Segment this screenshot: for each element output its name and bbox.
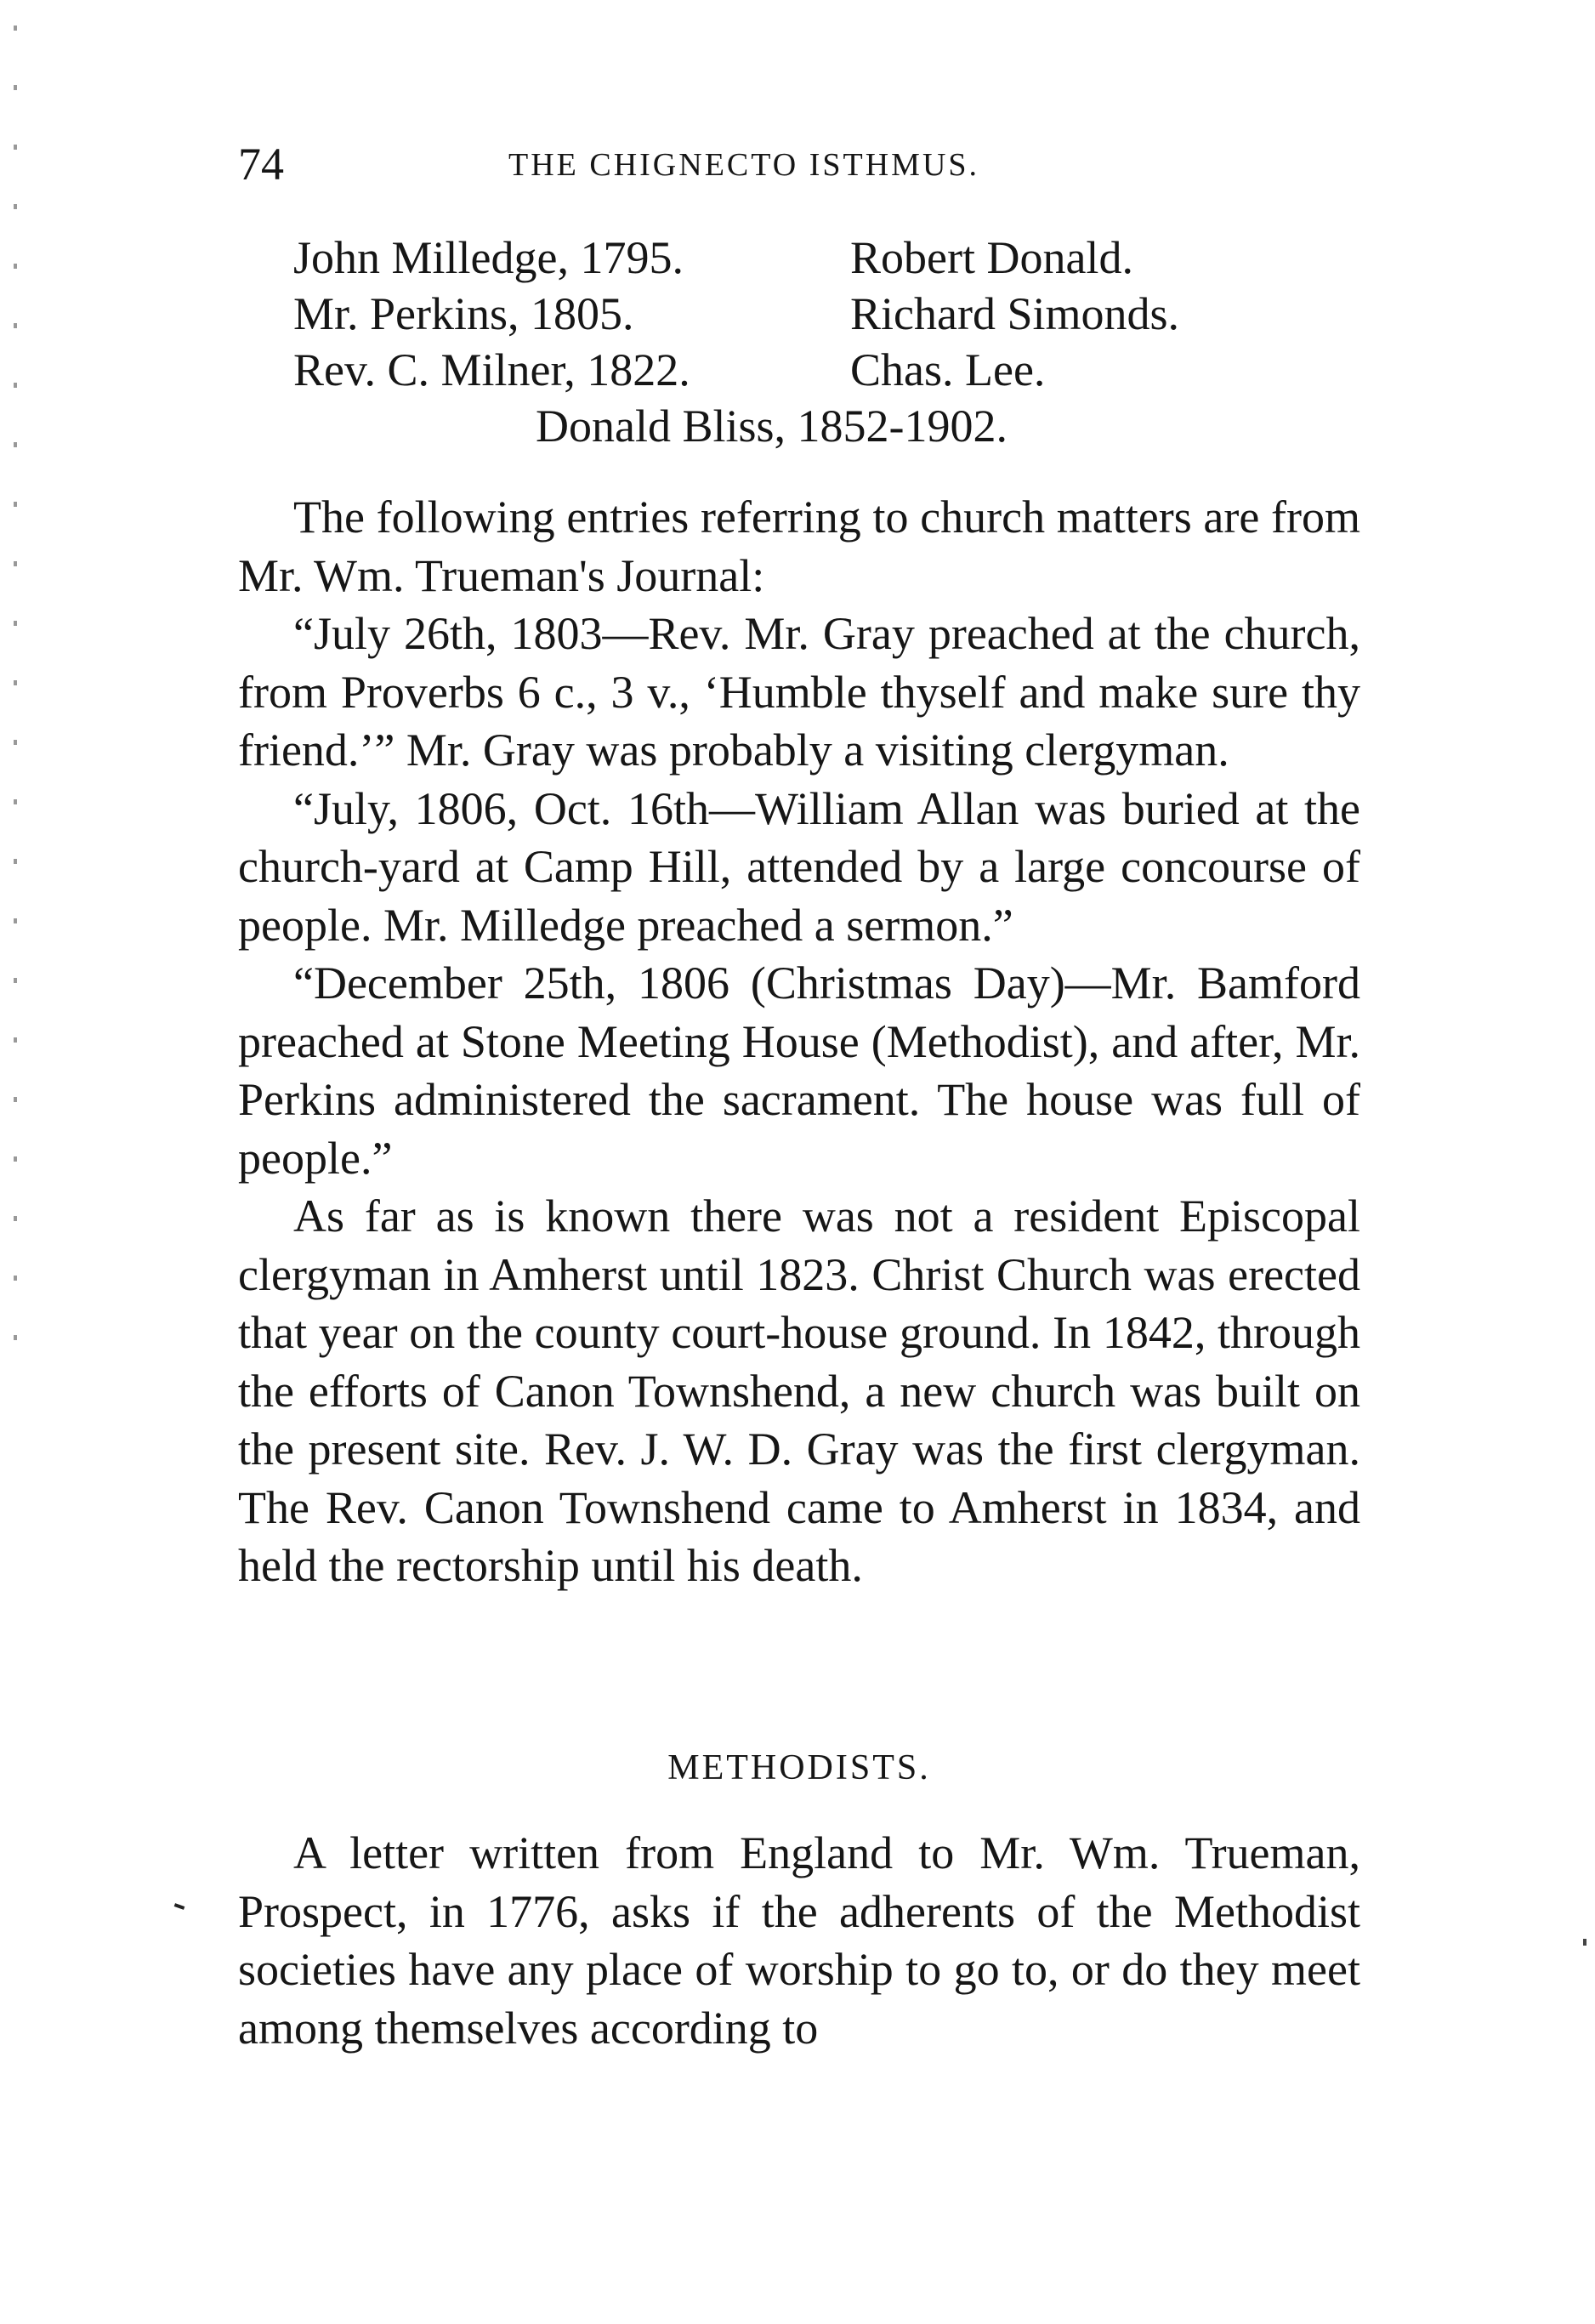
clergy-entry: Richard Simonds. [850, 288, 1179, 339]
clergy-row [293, 231, 1382, 287]
page-header [238, 138, 1360, 189]
section-heading: METHODISTS. [667, 1748, 931, 1787]
margin-mark [174, 1903, 185, 1910]
clergy-entry: John Milledge, 1795. [293, 232, 684, 283]
journal-entry-paragraph: “July 26th, 1803—Rev. Mr. Gray preached at the church, from Proverbs 6 c., 3 v., ‘Humble thyself and make sure thy friend.’” Mr. Gray was probably a visiting clergyman. [238, 608, 1360, 776]
clergy-entry: Chas. Lee. [850, 344, 1046, 395]
paragraph: As far as is known there was not a resident Episcopal clergyman in Amherst until 1823. Christ Church was erected that year on the county court-house ground. In 1842, through the efforts of Canon Townshend, a new church was built on the present site. Rev. J. W. D. Gray was the first clergyman. The Rev. Canon Townshend came to Amherst in 1834, and held the rectorship until his death. [238, 1190, 1360, 1591]
clergy-row [293, 287, 1382, 344]
scan-speck [1583, 1939, 1586, 1946]
clergy-entry: Mr. Perkins, 1805. [293, 288, 634, 339]
clergy-entry: Rev. C. Milner, 1822. [293, 344, 690, 395]
paragraph: A letter written from England to Mr. Wm. Trueman, Prospect, in 1776, asks if the adherents of the Methodist societies have any place of worship to go to, or do they meet among themselves according to [238, 1827, 1360, 2054]
clergy-row [293, 400, 1382, 456]
methodists-text [238, 1824, 1360, 2057]
running-title: THE CHIGNECTO ISTHMUS. [508, 147, 980, 183]
page-number: 74 [238, 139, 284, 190]
clergy-list [293, 231, 1382, 456]
journal-entry-paragraph: “July, 1806, Oct. 16th—William Allan was buried at the church-yard at Camp Hill, attended by a large concourse of people. Mr. Milledge preached a sermon.” [238, 782, 1360, 951]
clergy-row [293, 344, 1382, 400]
journal-entry-paragraph: “December 25th, 1806 (Christmas Day)—Mr. Bamford preached at Stone Meeting House (Methodist), and after, Mr. Perkins administered the sacrament. The house was full of people.” [238, 957, 1360, 1184]
church-matters-text [238, 488, 1360, 1595]
paragraph: The following entries referring to church matters are from Mr. Wm. Trueman's Journal: [238, 492, 1360, 601]
scan-margin-marks [14, 26, 17, 1386]
clergy-entry: Robert Donald. [850, 232, 1133, 283]
clergy-entry: Donald Bliss, 1852-1902. [536, 401, 1008, 452]
